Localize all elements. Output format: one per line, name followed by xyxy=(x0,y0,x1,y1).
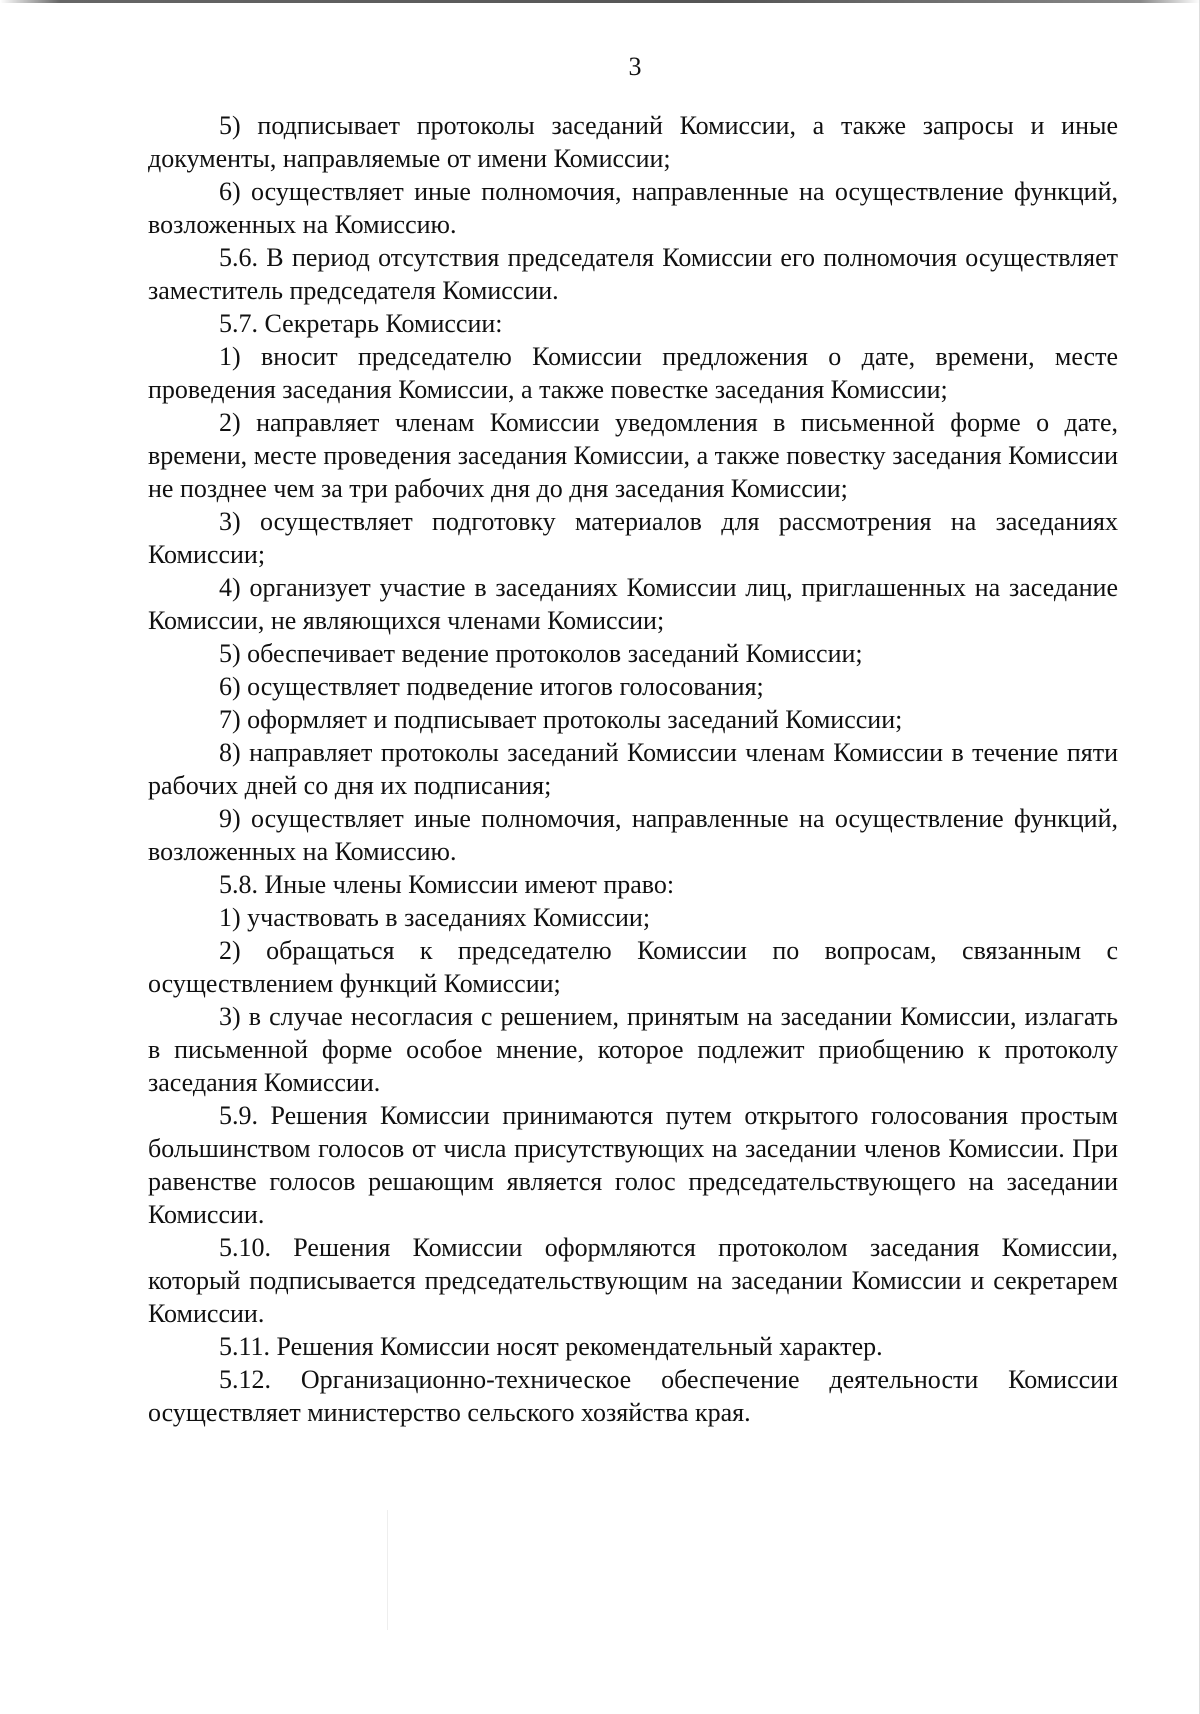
paragraph-5-7-item-6: 6) осуществляет подведение итогов голосования; xyxy=(219,672,764,701)
paragraph-5-7-item-2: 2) направляет членам Комиссии уведомления в письменной форме о дате, времени, месте проведения заседания Комиссии, а также повестку заседания Комиссии не позднее чем за три рабочих дня до дня заседания Комиссии; xyxy=(148,408,1118,503)
paragraph-5-6: 5.6. В период отсутствия председателя Комиссии его полномочия осуществляет заместитель председателя Комиссии. xyxy=(148,243,1118,305)
paragraph-5-7-item-9: 9) осуществляет иные полномочия, направленные на осуществление функций, возложенных на Комиссию. xyxy=(148,804,1118,866)
paragraph-5-8-item-1: 1) участвовать в заседаниях Комиссии; xyxy=(219,903,651,932)
page-number: 3 xyxy=(628,52,642,81)
paragraph-5-7-item-8: 8) направляет протоколы заседаний Комиссии членам Комиссии в течение пяти рабочих дней со дня их подписания; xyxy=(148,738,1118,800)
document-body xyxy=(148,109,1118,1429)
paragraph-5-7-item-3: 3) осуществляет подготовку материалов для рассмотрения на заседаниях Комиссии; xyxy=(148,507,1118,569)
paragraph-5-12: 5.12. Организационно-техническое обеспечение деятельности Комиссии осуществляет министерство сельского хозяйства края. xyxy=(148,1365,1118,1427)
paragraph-5-7-heading: 5.7. Секретарь Комиссии: xyxy=(219,309,503,338)
paragraph-5-7-item-1: 1) вносит председателю Комиссии предложения о дате, времени, месте проведения заседания Комиссии, а также повестке заседания Комиссии; xyxy=(148,342,1118,404)
paragraph-5-5-item-5: 5) подписывает протоколы заседаний Комиссии, а также запросы и иные документы, направляемые от имени Комиссии; xyxy=(148,111,1118,173)
paragraph-5-10: 5.10. Решения Комиссии оформляются протоколом заседания Комиссии, который подписывается председательствующим на заседании Комиссии и секретарем Комиссии. xyxy=(148,1233,1118,1328)
paragraph-5-7-item-5: 5) обеспечивает ведение протоколов заседаний Комиссии; xyxy=(219,639,863,668)
paragraph-5-8-heading: 5.8. Иные члены Комиссии имеют право: xyxy=(219,870,675,899)
paragraph-5-7-item-7: 7) оформляет и подписывает протоколы заседаний Комиссии; xyxy=(219,705,903,734)
paragraph-5-5-item-6: 6) осуществляет иные полномочия, направленные на осуществление функций, возложенных на Комиссию. xyxy=(148,177,1118,239)
paragraph-5-7-item-4: 4) организует участие в заседаниях Комиссии лиц, приглашенных на заседание Комиссии, не являющихся членами Комиссии; xyxy=(148,573,1118,635)
paragraph-5-8-item-3: 3) в случае несогласия с решением, принятым на заседании Комиссии, излагать в письменной форме особое мнение, которое подлежит приобщению к протоколу заседания Комиссии. xyxy=(148,1002,1118,1097)
scan-artifact-line xyxy=(387,1510,388,1630)
paragraph-5-11: 5.11. Решения Комиссии носят рекомендательный характер. xyxy=(219,1332,883,1361)
scan-top-edge xyxy=(0,0,1200,3)
paragraph-5-9: 5.9. Решения Комиссии принимаются путем открытого голосования простым большинством голосов от числа присутствующих на заседании членов Комиссии. При равенстве голосов решающим является голос председательствующего на заседании Комиссии. xyxy=(148,1101,1118,1229)
paragraph-5-8-item-2: 2) обращаться к председателю Комиссии по вопросам, связанным с осуществлением функций Комиссии; xyxy=(148,936,1118,998)
